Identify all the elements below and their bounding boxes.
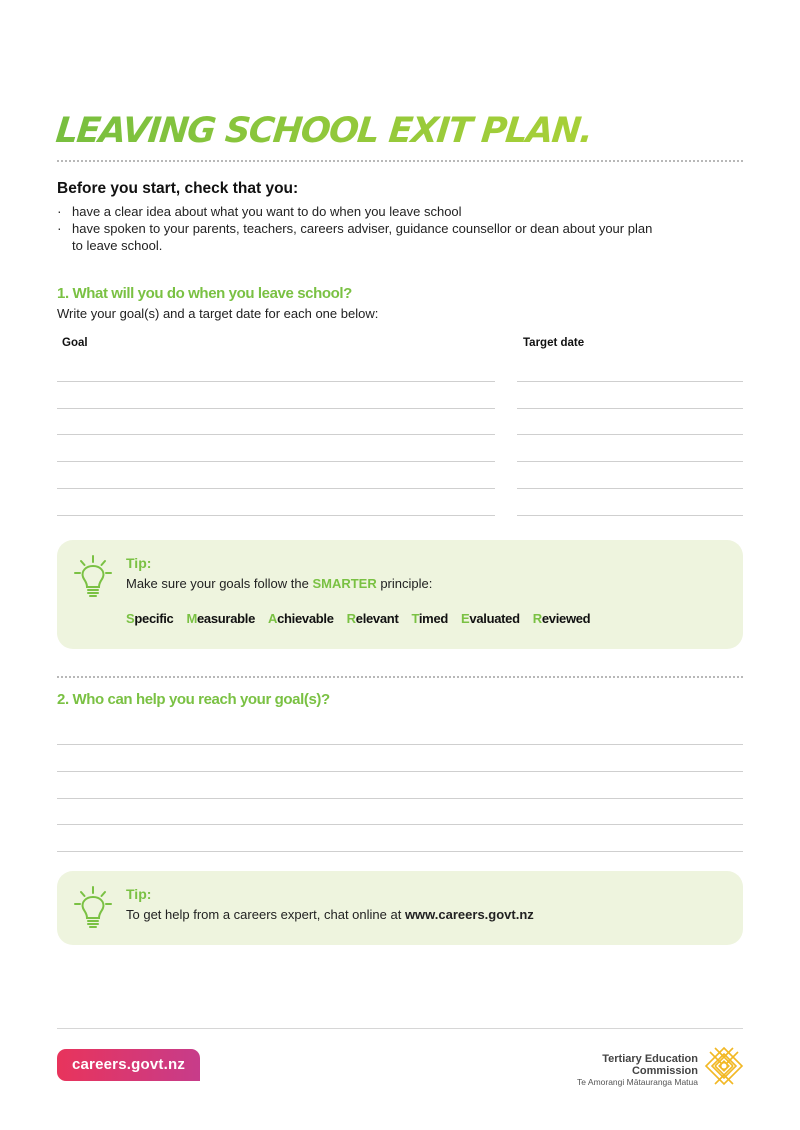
target-date-line-5[interactable] <box>517 488 743 489</box>
tec-name-line2: Commission <box>631 1065 698 1077</box>
goal-line-4[interactable] <box>57 461 495 462</box>
tec-wordmark <box>577 1053 698 1088</box>
lightbulb-icon <box>73 885 113 931</box>
tip-text-suffix: principle: <box>376 576 433 591</box>
smarter-item-evaluated: Evaluated <box>461 611 520 626</box>
target-date-line-3[interactable] <box>517 434 743 435</box>
smarter-item-relevant: Relevant <box>346 611 399 626</box>
smarter-item-reviewed: Reviewed <box>532 611 591 626</box>
goal-line-2[interactable] <box>57 408 495 409</box>
tip-text-prefix: Make sure your goals follow the <box>126 576 313 591</box>
helper-line-1[interactable] <box>57 744 743 745</box>
before-start-item: · have a clear idea about what you want to do when you leave school <box>57 203 657 220</box>
goal-column-label: Goal <box>62 337 88 349</box>
smarter-item-achievable: Achievable <box>268 611 334 626</box>
smarter-item-measurable: Measurable <box>186 611 256 626</box>
goal-line-5[interactable] <box>57 488 495 489</box>
section-divider <box>57 676 743 678</box>
lightbulb-icon <box>73 554 113 600</box>
tec-diamond-logo-icon <box>704 1046 744 1086</box>
smarter-tip-box <box>57 540 743 649</box>
title-divider <box>57 160 743 162</box>
smarter-highlight: SMARTER <box>312 576 377 591</box>
target-date-column-label: Target date <box>523 337 585 349</box>
smarter-item-specific: Specific <box>126 611 174 626</box>
helper-line-2[interactable] <box>57 771 743 772</box>
target-date-line-1[interactable] <box>517 381 743 382</box>
smarter-item-timed: Timed <box>411 611 449 626</box>
careers-tip-box <box>57 871 743 945</box>
target-date-line-6[interactable] <box>517 515 743 516</box>
tec-maori-name: Te Amorangi Mātauranga Matua <box>577 1077 698 1087</box>
careers-tip-text <box>126 907 534 922</box>
helper-line-5[interactable] <box>57 851 743 852</box>
goal-line-1[interactable] <box>57 381 495 382</box>
page-title: LEAVING SCHOOL EXIT PLAN. <box>54 108 594 154</box>
helper-line-4[interactable] <box>57 824 743 825</box>
smarter-principles <box>126 611 590 626</box>
section1-instruction: Write your goal(s) and a target date for each one below: <box>57 306 379 321</box>
target-date-line-4[interactable] <box>517 461 743 462</box>
section2-heading: 2. Who can help you reach your goal(s)? <box>57 691 330 708</box>
smarter-tip-text <box>126 576 432 591</box>
tip-label: Tip: <box>126 886 152 902</box>
tip-text-prefix: To get help from a careers expert, chat online at <box>126 907 405 922</box>
before-start-list <box>57 203 657 254</box>
footer-divider <box>57 1028 743 1029</box>
target-date-line-2[interactable] <box>517 408 743 409</box>
careers-badge[interactable]: careers.govt.nz <box>57 1049 200 1081</box>
before-start-heading: Before you start, check that you: <box>57 180 299 197</box>
goal-line-3[interactable] <box>57 434 495 435</box>
careers-website-link[interactable]: www.careers.govt.nz <box>404 907 534 922</box>
tip-label: Tip: <box>126 555 152 571</box>
tec-name-line1: Tertiary Education <box>602 1053 698 1065</box>
before-start-item: · have spoken to your parents, teachers, careers adviser, guidance counsellor or dean about your plan to leave school. <box>57 220 657 254</box>
goal-line-6[interactable] <box>57 515 495 516</box>
helper-line-3[interactable] <box>57 798 743 799</box>
section1-heading: 1. What will you do when you leave school? <box>57 285 352 302</box>
